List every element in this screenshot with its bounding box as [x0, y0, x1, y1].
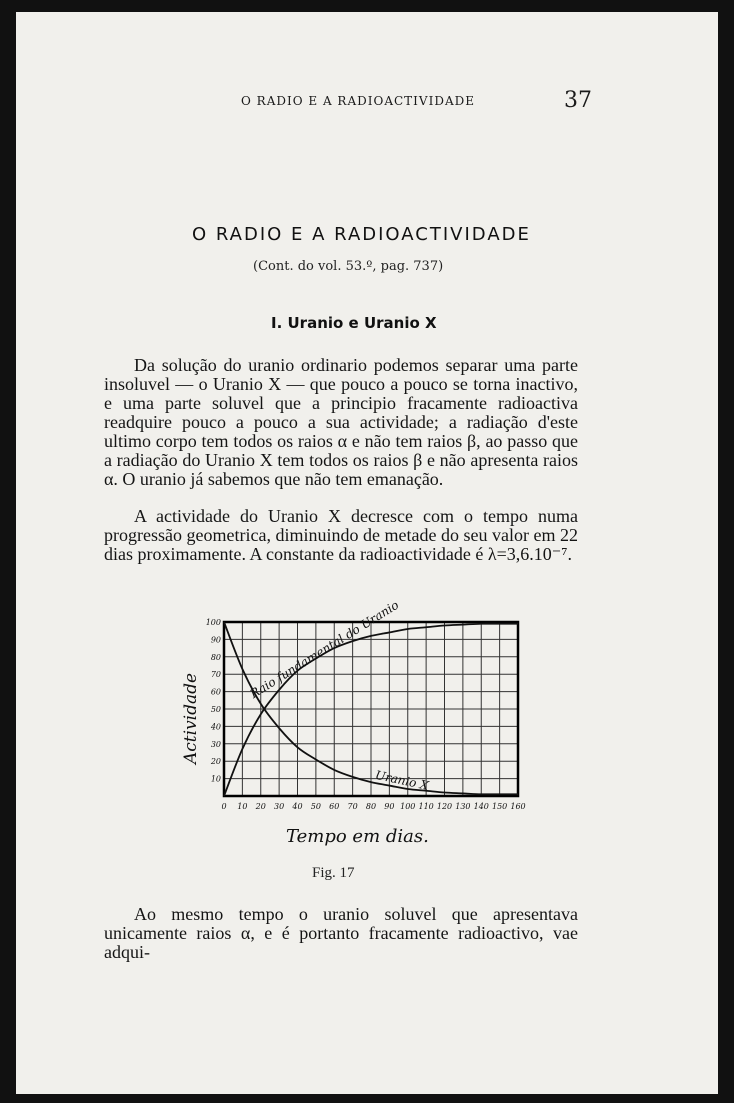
- y-tick-label: 80: [210, 652, 221, 662]
- x-tick-label: 90: [384, 802, 395, 811]
- x-tick-label: 160: [510, 802, 526, 811]
- book-page: [16, 12, 718, 1094]
- series-label-uranio-x: Uranio X: [374, 767, 430, 793]
- paragraph: [104, 905, 578, 962]
- y-tick-label: 70: [210, 670, 221, 680]
- series-label-raio: Raio fundamental do Uranio: [247, 597, 402, 702]
- figure-caption: Fig. 17: [312, 865, 355, 881]
- x-tick-label: 50: [310, 802, 321, 811]
- x-tick-label: 70: [347, 802, 358, 811]
- x-tick-label: 130: [455, 802, 471, 811]
- paragraph: [104, 507, 578, 564]
- article-title: O RADIO E A RADIOACTIVIDADE: [192, 224, 531, 245]
- x-tick-label: 80: [365, 802, 377, 811]
- page-number: 37: [564, 88, 592, 113]
- x-tick-label: 140: [473, 802, 489, 811]
- y-axis-label: Actividade: [181, 672, 201, 764]
- x-tick-label: 20: [255, 802, 266, 811]
- paragraph: [104, 356, 578, 489]
- x-tick-label: 120: [436, 802, 453, 811]
- y-tick-label: 20: [210, 757, 221, 767]
- y-tick-label: 90: [210, 635, 221, 645]
- continuation-note: (Cont. do vol. 53.º, pag. 737): [253, 259, 444, 274]
- running-title: O RADIO E A RADIOACTIVIDADE: [241, 94, 475, 108]
- y-tick-label: 30: [210, 739, 221, 749]
- x-tick-label: 40: [292, 802, 303, 811]
- x-tick-label: 150: [491, 802, 508, 811]
- y-tick-label: 10: [210, 774, 221, 784]
- paragraph-text: Da solução do uranio ordinario podemos separar uma parte insoluvel — o Uranio X — que pouco a pouco se torna inactivo, e uma parte soluvel que a principio fracamente radioactiva readquire pouco a pouco a sua actividade; a radiação d'este ultimo corpo tem todos os raios α e não tem raios β, ao passo que a radiação do Uranio X tem todos os raios β e não apresenta raios α. O uranio já sabemos que não tem emanação.: [104, 355, 578, 489]
- paragraph-text: Ao mesmo tempo o uranio soluvel que apresentava unicamente raios α, e é portanto fracamente radioactivo, vae adqui-: [104, 904, 578, 962]
- x-axis-label: Tempo em dias.: [286, 826, 429, 847]
- y-tick-label: 50: [210, 705, 221, 714]
- paragraph-text: A actividade do Uranio X decresce com o tempo numa progressão geometrica, diminuindo de metade do seu valor em 22 dias proximamente. A constante da radioactividade é λ=3,6.10⁻⁷.: [104, 506, 578, 564]
- section-heading: I. Uranio e Uranio X: [271, 314, 437, 332]
- running-head: [16, 88, 718, 114]
- x-tick-label: 10: [237, 802, 248, 811]
- y-tick-label: 100: [205, 618, 221, 627]
- x-tick-label: 30: [274, 802, 285, 811]
- x-tick-label: 100: [400, 802, 416, 811]
- x-tick-label: 0: [221, 802, 227, 811]
- x-tick-label: 110: [418, 802, 434, 811]
- x-tick-label: 60: [329, 802, 340, 811]
- activity-chart: [156, 597, 526, 864]
- y-tick-label: 60: [210, 687, 221, 697]
- chart-grid: [224, 622, 518, 796]
- y-tick-label: 40: [210, 722, 221, 732]
